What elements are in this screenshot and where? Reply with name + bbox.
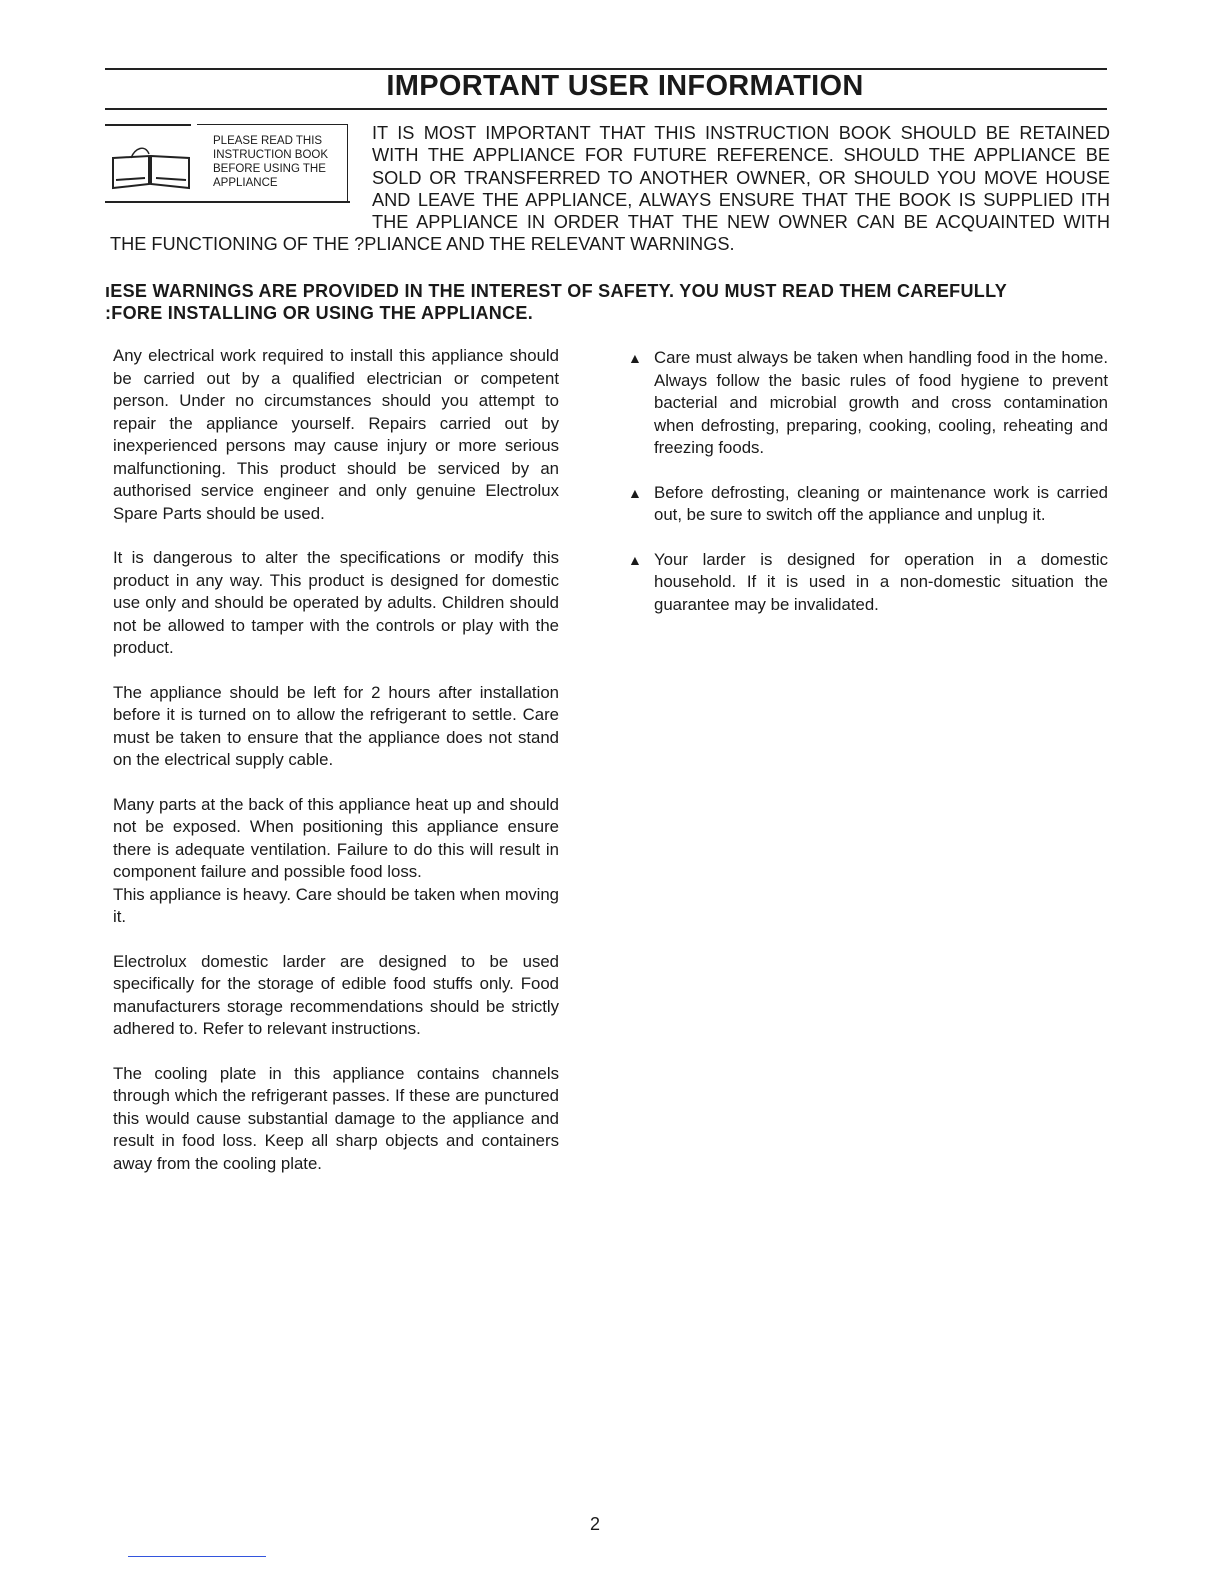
warning-paragraph: The cooling plate in this appliance contains channels through which the refrigerant passes. If these are punctured this would cause substantial damage to the appliance and result in food loss. Keep all sharp objects and containers away from the cooling plate. — [113, 1063, 559, 1173]
left-column — [113, 345, 559, 1197]
bullet-item — [628, 347, 1108, 460]
bottom-edge-line — [128, 1556, 266, 1557]
safety-warning-line: ıESE WARNINGS ARE PROVIDED IN THE INTEREST OF SAFETY. YOU MUST READ THEM CAREFULLY — [105, 281, 1008, 301]
triangle-bullet-icon: ▲ — [628, 484, 642, 501]
intro-text: IT IS MOST IMPORTANT THAT THIS INSTRUCTION BOOK SHOULD BE RETAINED WITH THE APPLIANCE FOR FUTURE REFERENCE. SHOULD THE APPLIANCE BE SOLD OR TRANSFERRED TO ANOTHER OWNER, OR SHOULD YOU MOVE HOUSE AND LEAVE THE APPLIANCE, ALWAYS ENSURE THAT THE BOOK IS SUPPLIED ITH THE APPLIANCE IN ORDER THAT THE NEW OWNER CAN BE ACQUAINTED WITH THE FUNCTIONING OF THE ?PLIANCE AND THE RELEVANT WARNINGS. — [110, 123, 1110, 255]
page-title: IMPORTANT USER INFORMATION — [386, 70, 864, 102]
warning-paragraph: Many parts at the back of this appliance heat up and should not be exposed. When positioning this appliance ensure there is adequate ventilation. Failure to do this will result in component failure and possible food loss. — [113, 794, 559, 881]
notice-label-line: INSTRUCTION BOOK — [213, 149, 329, 161]
bullet-text: Your larder is designed for operation in a domestic household. If it is used in a non-domestic situation the guarantee may be invalidated. — [654, 549, 1108, 614]
bullet-text: Care must always be taken when handling food in the home. Always follow the basic rules of food hygiene to prevent bacterial and microbial growth and cross contamination when defrosting, preparing, cooking, cooling, reheating and freezing foods. — [654, 348, 1108, 457]
page-number: 2 — [589, 1514, 600, 1534]
intro-paragraph — [110, 122, 1110, 256]
bullet-text: Before defrosting, cleaning or maintenance work is carried out, be sure to switch off the appliance and unplug it. — [654, 482, 1108, 524]
warning-paragraph: This appliance is heavy. Care should be taken when moving it. — [113, 884, 559, 926]
warning-paragraph: The appliance should be left for 2 hours after installation before it is turned on to allow the refrigerant to settle. Care must be taken to ensure that the appliance does not stand on the electrical supply cable. — [113, 682, 559, 769]
notice-label-line: APPLIANCE — [213, 177, 278, 189]
triangle-bullet-icon: ▲ — [628, 350, 642, 366]
safety-warning-line: :FORE INSTALLING OR USING THE APPLIANCE. — [105, 303, 534, 323]
notice-wrap-space — [110, 122, 372, 212]
bullet-item — [628, 549, 1108, 617]
bullet-item — [628, 482, 1108, 527]
warning-paragraph: It is dangerous to alter the specifications or modify this product in any way. This product is designed for domestic use only and should be operated by adults. Children should not be allowed to tamper with the controls or play with the product. — [113, 548, 559, 657]
right-column — [628, 347, 1108, 638]
warning-paragraph: Any electrical work required to install this appliance should be carried out by a qualified electrician or competent person. Under no circumstances should you attempt to repair the appliance yourself. Repairs carried out by inexperienced persons may cause injury or more serious malfunctioning. This product should be serviced by an authorised service engineer and only genuine Electrolux Spare Parts should be used. — [113, 346, 559, 523]
title-underline-rule — [105, 108, 1107, 110]
safety-warning-heading — [105, 280, 1108, 324]
warning-paragraph: Electrolux domestic larder are designed to be used specifically for the storage of edible food stuffs only. Food manufacturers storage recommendations should be strictly adhered to. Refer to relevant instructions. — [113, 951, 559, 1038]
notice-label-line: PLEASE READ THIS — [213, 135, 323, 147]
triangle-bullet-icon: ▲ — [628, 551, 642, 568]
notice-label-line: BEFORE USING THE — [213, 163, 326, 175]
